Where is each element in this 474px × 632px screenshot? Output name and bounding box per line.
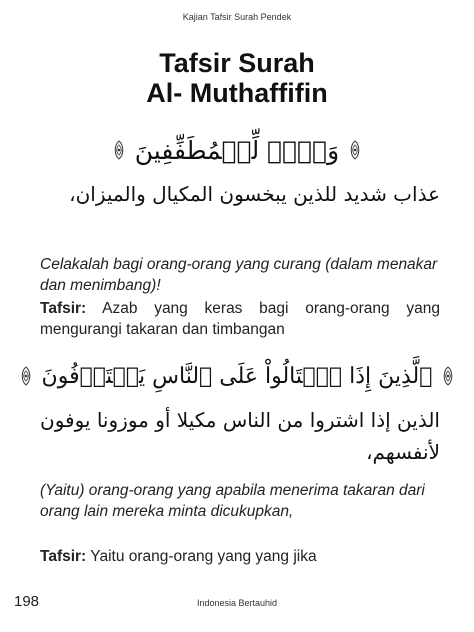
- page-title-line-2: Al- Muthaffifin: [146, 78, 328, 108]
- page-title-line-1: Tafsir Surah: [159, 48, 315, 78]
- arabic-explanation-1: عذاب شديد للذين يبخسون المكيال والميزان،: [69, 182, 440, 206]
- tafsir-text: Azab yang keras bagi orang-orang yang mengurangi takaran dan timbangan: [40, 300, 440, 338]
- arabic-explanation-2: الذين إذا اشتروا من الناس مكيلا أو موزونا يوفون لأنفسهم،: [40, 408, 440, 464]
- running-footer: Indonesia Bertauhid: [196, 598, 278, 608]
- verse-ornament-icon: [111, 140, 127, 160]
- running-header: Kajian Tafsir Surah Pendek: [182, 12, 292, 22]
- tafsir-1: [40, 298, 440, 340]
- tafsir-text: Yaitu orang-orang yang yang jika: [90, 548, 317, 565]
- tafsir-label: Tafsir:: [40, 548, 87, 565]
- verse-ornament-icon: [18, 366, 34, 386]
- tafsir-label: Tafsir:: [40, 300, 87, 317]
- quran-text: وَيۡلٞ لِّلۡمُطَفِّفِينَ: [134, 135, 340, 165]
- tafsir-2: [40, 546, 440, 567]
- page-number: 198: [14, 593, 40, 610]
- translation-1: Celakalah bagi orang-orang yang curang (dalam menakar dan menimbang)!: [40, 256, 438, 294]
- verse-ornament-icon: [347, 140, 363, 160]
- quran-verse-1: [0, 128, 474, 172]
- quran-verse-2: [0, 354, 474, 398]
- quran-text: ٱلَّذِينَ إِذَا ٱكۡتَالُواْ عَلَى ٱلنَّاسِ يَسۡتَوۡفُونَ: [41, 363, 433, 389]
- page-title: [0, 48, 474, 108]
- verse-ornament-icon: [440, 366, 456, 386]
- translation-2: (Yaitu) orang-orang yang apabila menerima takaran dari orang lain mereka minta dicukupkan,: [40, 482, 425, 520]
